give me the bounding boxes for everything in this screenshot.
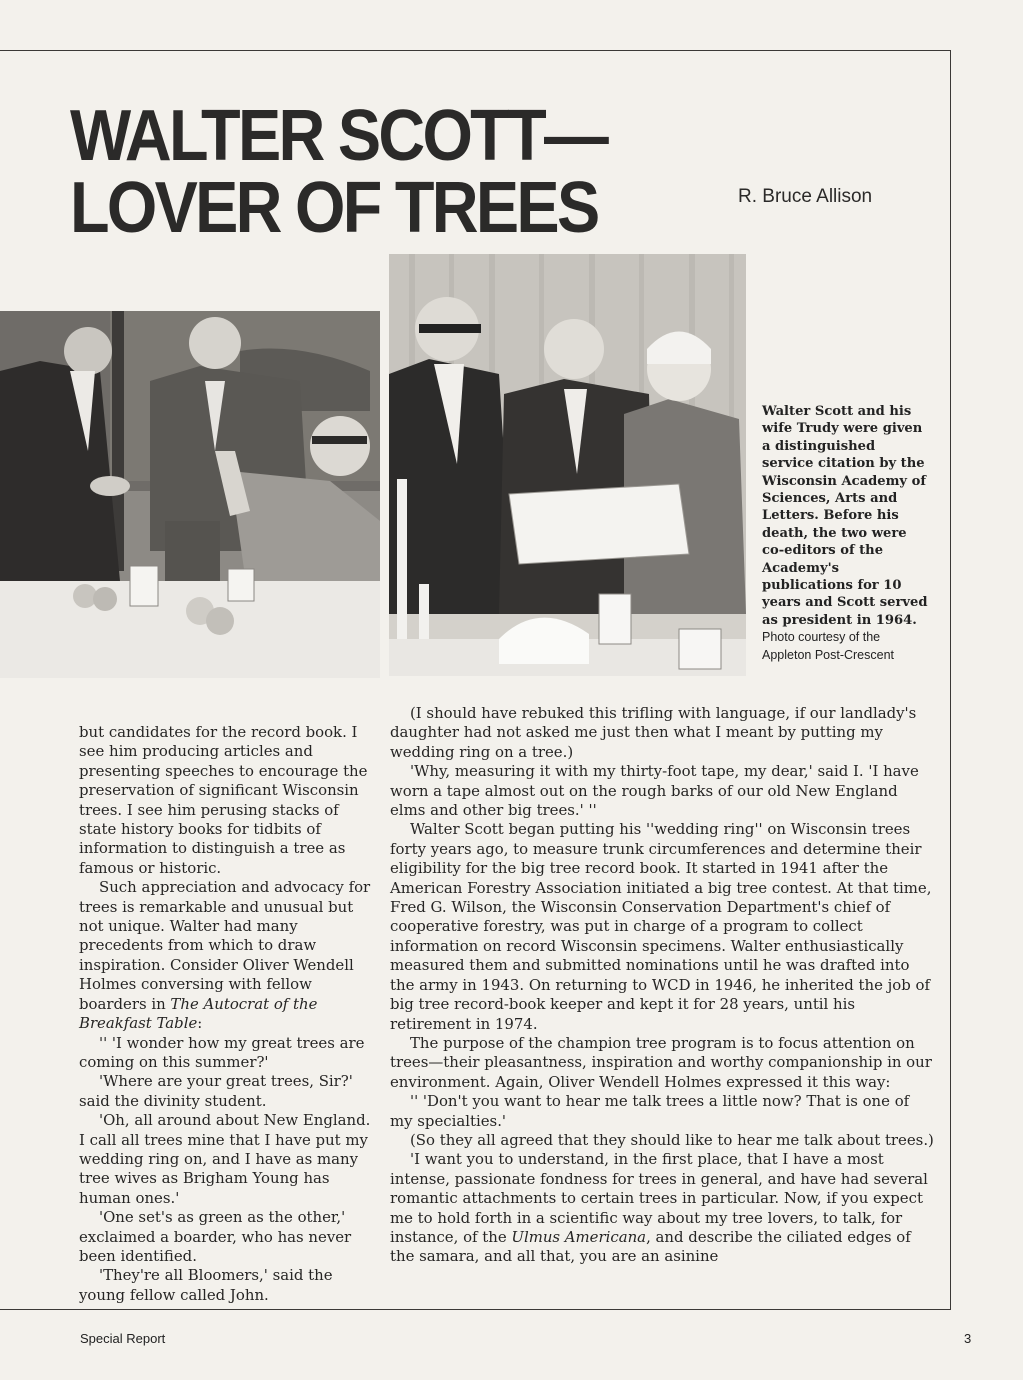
text-column-right — [390, 704, 935, 1267]
paragraph: 'They're all Bloomers,' said the young fellow called John. — [79, 1266, 333, 1304]
photo-caption — [762, 403, 930, 664]
caption-credit: Photo courtesy of the Appleton Post-Crescent — [762, 630, 895, 662]
footer-section-label: Special Report — [80, 1331, 166, 1346]
book-title: The Autocrat of the Breakfast Table — [79, 994, 318, 1033]
paragraph: Such appreciation and advocacy for trees is remarkable and unusual but not unique. Walter had many precedents from which to draw inspiration. Consider Oliver Wendell Holmes conversing with fellow boarders in The Autocrat of the Breakfast Table: — [79, 878, 371, 1033]
author-byline: R. Bruce Allison — [738, 186, 873, 207]
paragraph: 'Oh, all around about New England. I call all trees mine that I have put my wedding ring on, and I have as many tree wives as Brigham Young has human ones.' — [79, 1111, 371, 1207]
paragraph: 'Why, measuring it with my thirty-foot tape, my dear,' said I. 'I have worn a tape almost out on the rough barks of our old New England elms and other big trees.' '' — [390, 762, 919, 820]
paragraph: The purpose of the champion tree program is to focus attention on trees—their pleasantness, inspiration and worthy companionship in our environment. Again, Oliver Wendell Holmes expressed it this way: — [390, 1033, 932, 1091]
paragraph: '' 'I wonder how my great trees are coming on this summer?' — [79, 1033, 365, 1071]
paragraph: Walter Scott began putting his ''wedding ring'' on Wisconsin trees forty years ago, to measure trunk circumferences and determine their eligibility for the big tree record book. It started in 1941 after the American Forestry Association initiated a big tree contest. At that time, Fred G. Wilson, the Wisconsin Conservation Department's chief of cooperative forestry, was put in charge of a program to collect information on record Wisconsin specimens. Walter enthusiastically measured them and submitted nominations until he was drafted into the army in 1943. On returning to WCD in 1946, he inherited the job of big tree record-book keeper and kept it for 28 years, until his retirement in 1974. — [390, 820, 932, 1033]
paragraph: (I should have rebuked this trifling with language, if our landlady's daughter had not asked me just then what I meant by putting my wedding ring on a tree.) — [390, 704, 917, 761]
title-line-1: WALTER SCOTT— — [70, 96, 607, 176]
text-column-left — [79, 723, 377, 1305]
paragraph: 'Where are your great trees, Sir?' said the divinity student. — [79, 1072, 353, 1110]
title-line-2: LOVER OF TREES — [70, 168, 598, 248]
paragraph: but candidates for the record book. I see him producing articles and presenting speeches to encourage the preservation of significant Wisconsin trees. I see him perusing stacks of state history books for tidbits of information to distinguish a tree as famous or historic. — [79, 723, 368, 877]
paragraph: 'One set's as green as the other,' exclaimed a boarder, who has never been identified. — [79, 1208, 352, 1265]
photo-citation-presentation — [389, 254, 746, 676]
photo-handshake — [0, 311, 380, 678]
paragraph: '' 'Don't you want to hear me talk trees a little now? That is one of my specialties.' — [390, 1092, 910, 1130]
article-title — [70, 96, 607, 248]
species-name: Ulmus Americana — [511, 1227, 647, 1246]
caption-text: Walter Scott and his wife Trudy were given a distinguished service citation by the Wisconsin Academy of Sciences, Arts and Letters. Before his death, the two were co-editors of the Academy's publications for 10 years and Scott served as president in 1964. — [762, 404, 928, 628]
paragraph: 'I want you to understand, in the first place, that I have a most intense, passionate fondness for trees in general, and have had several romantic attachments to certain trees in particular. Now, if you expect me to hold forth in a scientific way about my tree lovers, to talk, for instance, of the Ulmus Americana, and describe the ciliated edges of the samara, and all that, you are an asinine — [390, 1150, 928, 1266]
page-number: 3 — [964, 1331, 972, 1346]
paragraph: (So they all agreed that they should like to hear me talk about trees.) — [410, 1130, 934, 1149]
